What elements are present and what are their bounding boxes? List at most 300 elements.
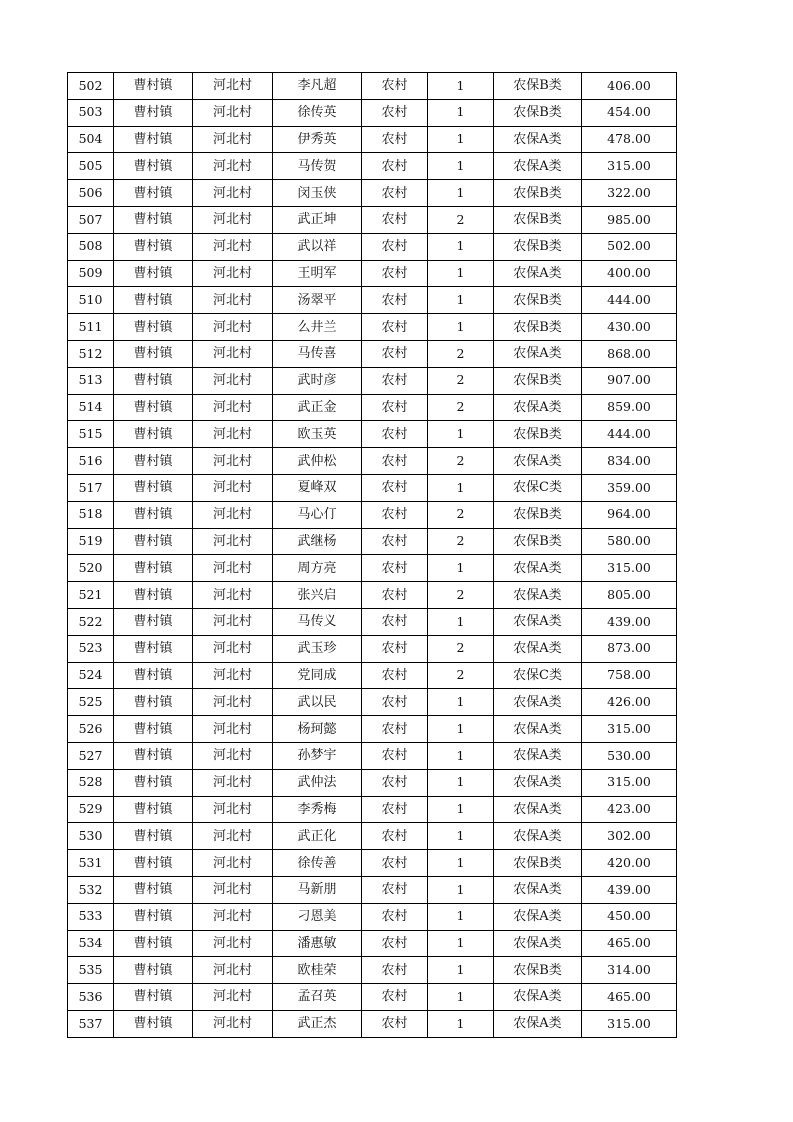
cell-person-count: 1: [428, 99, 494, 126]
cell-category: 农保B类: [494, 73, 582, 100]
cell-village: 河北村: [193, 501, 273, 528]
cell-category: 农保A类: [494, 930, 582, 957]
cell-name: 马传义: [273, 608, 362, 635]
cell-town: 曹村镇: [114, 233, 193, 260]
cell-index: 503: [68, 99, 114, 126]
cell-person-count: 1: [428, 180, 494, 207]
cell-index: 531: [68, 850, 114, 877]
cell-amount: 465.00: [582, 984, 677, 1011]
cell-category: 农保C类: [494, 662, 582, 689]
cell-town: 曹村镇: [114, 635, 193, 662]
cell-name: 孟召英: [273, 984, 362, 1011]
cell-category: 农保A类: [494, 689, 582, 716]
cell-name: 张兴启: [273, 582, 362, 609]
cell-name: 闵玉侠: [273, 180, 362, 207]
cell-household-type: 农村: [362, 930, 428, 957]
cell-amount: 430.00: [582, 314, 677, 341]
cell-household-type: 农村: [362, 367, 428, 394]
cell-village: 河北村: [193, 555, 273, 582]
cell-village: 河北村: [193, 126, 273, 153]
table-row: [68, 555, 677, 582]
cell-village: 河北村: [193, 99, 273, 126]
cell-index: 533: [68, 903, 114, 930]
table-row: [68, 448, 677, 475]
cell-household-type: 农村: [362, 206, 428, 233]
cell-category: 农保A类: [494, 394, 582, 421]
cell-name: 武仲法: [273, 769, 362, 796]
cell-name: 武正坤: [273, 206, 362, 233]
cell-category: 农保B类: [494, 421, 582, 448]
cell-town: 曹村镇: [114, 716, 193, 743]
cell-index: 518: [68, 501, 114, 528]
cell-index: 520: [68, 555, 114, 582]
cell-town: 曹村镇: [114, 73, 193, 100]
cell-name: 武继杨: [273, 528, 362, 555]
table-row: [68, 930, 677, 957]
table-row: [68, 287, 677, 314]
cell-village: 河北村: [193, 314, 273, 341]
cell-name: 武正金: [273, 394, 362, 421]
cell-town: 曹村镇: [114, 1010, 193, 1037]
cell-category: 农保B类: [494, 957, 582, 984]
cell-village: 河北村: [193, 689, 273, 716]
cell-town: 曹村镇: [114, 287, 193, 314]
cell-name: 马新朋: [273, 876, 362, 903]
cell-person-count: 1: [428, 903, 494, 930]
cell-category: 农保B类: [494, 99, 582, 126]
cell-village: 河北村: [193, 930, 273, 957]
cell-amount: 315.00: [582, 716, 677, 743]
cell-town: 曹村镇: [114, 153, 193, 180]
cell-category: 农保A类: [494, 742, 582, 769]
cell-town: 曹村镇: [114, 448, 193, 475]
cell-person-count: 1: [428, 850, 494, 877]
cell-person-count: 1: [428, 823, 494, 850]
cell-person-count: 1: [428, 716, 494, 743]
table-row: [68, 126, 677, 153]
roster-table-body: [68, 73, 677, 1038]
cell-category: 农保A类: [494, 1010, 582, 1037]
cell-village: 河北村: [193, 582, 273, 609]
cell-category: 农保A类: [494, 340, 582, 367]
cell-amount: 406.00: [582, 73, 677, 100]
table-row: [68, 903, 677, 930]
cell-village: 河北村: [193, 73, 273, 100]
cell-index: 523: [68, 635, 114, 662]
table-row: [68, 769, 677, 796]
cell-name: 徐传善: [273, 850, 362, 877]
cell-village: 河北村: [193, 448, 273, 475]
table-row: [68, 367, 677, 394]
cell-village: 河北村: [193, 903, 273, 930]
cell-village: 河北村: [193, 635, 273, 662]
cell-category: 农保B类: [494, 501, 582, 528]
cell-household-type: 农村: [362, 528, 428, 555]
cell-name: 杨珂懿: [273, 716, 362, 743]
cell-amount: 964.00: [582, 501, 677, 528]
table-row: [68, 608, 677, 635]
cell-household-type: 农村: [362, 233, 428, 260]
cell-household-type: 农村: [362, 421, 428, 448]
cell-amount: 423.00: [582, 796, 677, 823]
cell-index: 534: [68, 930, 114, 957]
cell-person-count: 1: [428, 930, 494, 957]
cell-amount: 420.00: [582, 850, 677, 877]
cell-person-count: 1: [428, 474, 494, 501]
cell-name: 武时彦: [273, 367, 362, 394]
cell-category: 农保A类: [494, 716, 582, 743]
cell-name: 汤翠平: [273, 287, 362, 314]
cell-town: 曹村镇: [114, 260, 193, 287]
roster-table: [67, 72, 677, 1038]
cell-category: 农保A类: [494, 153, 582, 180]
cell-name: 么井兰: [273, 314, 362, 341]
cell-amount: 315.00: [582, 153, 677, 180]
table-row: [68, 314, 677, 341]
cell-category: 农保A类: [494, 903, 582, 930]
cell-category: 农保A类: [494, 448, 582, 475]
table-row: [68, 73, 677, 100]
cell-household-type: 农村: [362, 287, 428, 314]
cell-person-count: 2: [428, 206, 494, 233]
cell-household-type: 农村: [362, 501, 428, 528]
cell-amount: 314.00: [582, 957, 677, 984]
cell-village: 河北村: [193, 421, 273, 448]
cell-category: 农保A类: [494, 555, 582, 582]
cell-amount: 859.00: [582, 394, 677, 421]
cell-amount: 868.00: [582, 340, 677, 367]
cell-category: 农保B类: [494, 367, 582, 394]
cell-town: 曹村镇: [114, 984, 193, 1011]
cell-person-count: 1: [428, 555, 494, 582]
cell-village: 河北村: [193, 367, 273, 394]
table-row: [68, 340, 677, 367]
cell-person-count: 2: [428, 394, 494, 421]
cell-name: 徐传英: [273, 99, 362, 126]
cell-village: 河北村: [193, 876, 273, 903]
cell-amount: 444.00: [582, 421, 677, 448]
cell-village: 河北村: [193, 474, 273, 501]
cell-amount: 530.00: [582, 742, 677, 769]
table-row: [68, 876, 677, 903]
cell-person-count: 2: [428, 528, 494, 555]
cell-village: 河北村: [193, 153, 273, 180]
table-row: [68, 635, 677, 662]
table-row: [68, 582, 677, 609]
cell-index: 517: [68, 474, 114, 501]
table-row: [68, 421, 677, 448]
cell-category: 农保B类: [494, 850, 582, 877]
cell-category: 农保C类: [494, 474, 582, 501]
cell-index: 504: [68, 126, 114, 153]
cell-village: 河北村: [193, 206, 273, 233]
cell-household-type: 农村: [362, 1010, 428, 1037]
cell-person-count: 1: [428, 742, 494, 769]
cell-name: 武以祥: [273, 233, 362, 260]
cell-category: 农保A类: [494, 260, 582, 287]
table-row: [68, 689, 677, 716]
cell-town: 曹村镇: [114, 206, 193, 233]
cell-amount: 426.00: [582, 689, 677, 716]
cell-amount: 315.00: [582, 555, 677, 582]
cell-household-type: 农村: [362, 126, 428, 153]
cell-index: 502: [68, 73, 114, 100]
cell-name: 武正化: [273, 823, 362, 850]
cell-town: 曹村镇: [114, 903, 193, 930]
cell-amount: 465.00: [582, 930, 677, 957]
cell-person-count: 1: [428, 233, 494, 260]
cell-amount: 444.00: [582, 287, 677, 314]
cell-household-type: 农村: [362, 769, 428, 796]
cell-town: 曹村镇: [114, 340, 193, 367]
table-row: [68, 501, 677, 528]
cell-name: 刁恩美: [273, 903, 362, 930]
cell-name: 武以民: [273, 689, 362, 716]
cell-village: 河北村: [193, 742, 273, 769]
cell-village: 河北村: [193, 340, 273, 367]
cell-amount: 478.00: [582, 126, 677, 153]
cell-amount: 758.00: [582, 662, 677, 689]
cell-amount: 400.00: [582, 260, 677, 287]
cell-household-type: 农村: [362, 635, 428, 662]
cell-name: 马传贺: [273, 153, 362, 180]
cell-person-count: 2: [428, 448, 494, 475]
cell-index: 510: [68, 287, 114, 314]
cell-amount: 359.00: [582, 474, 677, 501]
cell-town: 曹村镇: [114, 126, 193, 153]
cell-name: 王明军: [273, 260, 362, 287]
cell-amount: 805.00: [582, 582, 677, 609]
cell-village: 河北村: [193, 260, 273, 287]
cell-village: 河北村: [193, 662, 273, 689]
table-row: [68, 153, 677, 180]
cell-category: 农保A类: [494, 635, 582, 662]
cell-name: 武玉珍: [273, 635, 362, 662]
cell-amount: 450.00: [582, 903, 677, 930]
cell-town: 曹村镇: [114, 394, 193, 421]
cell-index: 509: [68, 260, 114, 287]
cell-village: 河北村: [193, 823, 273, 850]
cell-household-type: 农村: [362, 689, 428, 716]
cell-town: 曹村镇: [114, 582, 193, 609]
cell-village: 河北村: [193, 608, 273, 635]
cell-person-count: 1: [428, 796, 494, 823]
cell-category: 农保A类: [494, 796, 582, 823]
cell-category: 农保A类: [494, 876, 582, 903]
cell-village: 河北村: [193, 984, 273, 1011]
cell-town: 曹村镇: [114, 796, 193, 823]
cell-amount: 439.00: [582, 608, 677, 635]
cell-household-type: 农村: [362, 180, 428, 207]
cell-household-type: 农村: [362, 823, 428, 850]
cell-category: 农保A类: [494, 823, 582, 850]
cell-village: 河北村: [193, 957, 273, 984]
cell-index: 515: [68, 421, 114, 448]
cell-category: 农保B类: [494, 287, 582, 314]
cell-amount: 302.00: [582, 823, 677, 850]
cell-household-type: 农村: [362, 716, 428, 743]
cell-amount: 439.00: [582, 876, 677, 903]
cell-index: 521: [68, 582, 114, 609]
cell-village: 河北村: [193, 716, 273, 743]
cell-town: 曹村镇: [114, 608, 193, 635]
cell-town: 曹村镇: [114, 180, 193, 207]
table-row: [68, 742, 677, 769]
cell-person-count: 1: [428, 314, 494, 341]
cell-household-type: 农村: [362, 153, 428, 180]
cell-household-type: 农村: [362, 555, 428, 582]
cell-household-type: 农村: [362, 608, 428, 635]
cell-person-count: 1: [428, 1010, 494, 1037]
cell-town: 曹村镇: [114, 930, 193, 957]
cell-amount: 502.00: [582, 233, 677, 260]
cell-amount: 315.00: [582, 1010, 677, 1037]
cell-town: 曹村镇: [114, 769, 193, 796]
cell-index: 507: [68, 206, 114, 233]
cell-household-type: 农村: [362, 903, 428, 930]
cell-person-count: 1: [428, 876, 494, 903]
cell-village: 河北村: [193, 528, 273, 555]
cell-household-type: 农村: [362, 582, 428, 609]
cell-person-count: 1: [428, 421, 494, 448]
cell-name: 孙梦宇: [273, 742, 362, 769]
cell-town: 曹村镇: [114, 689, 193, 716]
cell-household-type: 农村: [362, 340, 428, 367]
cell-category: 农保B类: [494, 206, 582, 233]
table-row: [68, 394, 677, 421]
table-row: [68, 957, 677, 984]
cell-index: 522: [68, 608, 114, 635]
cell-household-type: 农村: [362, 984, 428, 1011]
cell-household-type: 农村: [362, 448, 428, 475]
cell-index: 514: [68, 394, 114, 421]
cell-town: 曹村镇: [114, 662, 193, 689]
cell-name: 马心仃: [273, 501, 362, 528]
table-row: [68, 662, 677, 689]
cell-amount: 834.00: [582, 448, 677, 475]
cell-town: 曹村镇: [114, 555, 193, 582]
cell-category: 农保B类: [494, 180, 582, 207]
cell-town: 曹村镇: [114, 742, 193, 769]
table-row: [68, 206, 677, 233]
cell-town: 曹村镇: [114, 876, 193, 903]
cell-town: 曹村镇: [114, 823, 193, 850]
table-row: [68, 1010, 677, 1037]
cell-village: 河北村: [193, 287, 273, 314]
cell-index: 526: [68, 716, 114, 743]
cell-amount: 454.00: [582, 99, 677, 126]
cell-person-count: 1: [428, 153, 494, 180]
cell-index: 532: [68, 876, 114, 903]
table-row: [68, 984, 677, 1011]
cell-person-count: 1: [428, 957, 494, 984]
cell-name: 欧玉英: [273, 421, 362, 448]
cell-index: 516: [68, 448, 114, 475]
cell-town: 曹村镇: [114, 501, 193, 528]
cell-category: 农保B类: [494, 314, 582, 341]
cell-person-count: 2: [428, 635, 494, 662]
table-row: [68, 474, 677, 501]
cell-name: 党同成: [273, 662, 362, 689]
cell-index: 524: [68, 662, 114, 689]
cell-household-type: 农村: [362, 742, 428, 769]
cell-person-count: 2: [428, 340, 494, 367]
cell-village: 河北村: [193, 180, 273, 207]
cell-household-type: 农村: [362, 662, 428, 689]
cell-town: 曹村镇: [114, 957, 193, 984]
cell-town: 曹村镇: [114, 528, 193, 555]
cell-amount: 907.00: [582, 367, 677, 394]
cell-index: 505: [68, 153, 114, 180]
cell-village: 河北村: [193, 796, 273, 823]
table-row: [68, 823, 677, 850]
cell-category: 农保A类: [494, 769, 582, 796]
cell-amount: 873.00: [582, 635, 677, 662]
cell-household-type: 农村: [362, 850, 428, 877]
cell-name: 周方亮: [273, 555, 362, 582]
cell-index: 530: [68, 823, 114, 850]
cell-person-count: 1: [428, 287, 494, 314]
cell-name: 伊秀英: [273, 126, 362, 153]
table-row: [68, 796, 677, 823]
table-row: [68, 233, 677, 260]
cell-town: 曹村镇: [114, 474, 193, 501]
cell-index: 529: [68, 796, 114, 823]
cell-household-type: 农村: [362, 99, 428, 126]
cell-town: 曹村镇: [114, 850, 193, 877]
cell-name: 武正杰: [273, 1010, 362, 1037]
cell-amount: 322.00: [582, 180, 677, 207]
cell-name: 欧桂荣: [273, 957, 362, 984]
cell-household-type: 农村: [362, 876, 428, 903]
cell-town: 曹村镇: [114, 314, 193, 341]
cell-name: 武仲松: [273, 448, 362, 475]
table-row: [68, 99, 677, 126]
cell-category: 农保A类: [494, 608, 582, 635]
cell-household-type: 农村: [362, 73, 428, 100]
cell-index: 512: [68, 340, 114, 367]
cell-person-count: 2: [428, 662, 494, 689]
cell-index: 527: [68, 742, 114, 769]
cell-category: 农保B类: [494, 528, 582, 555]
cell-household-type: 农村: [362, 796, 428, 823]
cell-person-count: 1: [428, 126, 494, 153]
cell-index: 537: [68, 1010, 114, 1037]
cell-amount: 985.00: [582, 206, 677, 233]
cell-name: 夏峰双: [273, 474, 362, 501]
cell-person-count: 1: [428, 689, 494, 716]
cell-amount: 315.00: [582, 769, 677, 796]
cell-person-count: 1: [428, 260, 494, 287]
cell-person-count: 2: [428, 582, 494, 609]
cell-index: 506: [68, 180, 114, 207]
roster-sheet: [67, 72, 677, 1038]
cell-village: 河北村: [193, 233, 273, 260]
cell-person-count: 2: [428, 367, 494, 394]
table-row: [68, 850, 677, 877]
cell-name: 马传喜: [273, 340, 362, 367]
cell-category: 农保A类: [494, 984, 582, 1011]
cell-index: 536: [68, 984, 114, 1011]
cell-household-type: 农村: [362, 314, 428, 341]
cell-village: 河北村: [193, 394, 273, 421]
cell-index: 513: [68, 367, 114, 394]
cell-household-type: 农村: [362, 260, 428, 287]
cell-village: 河北村: [193, 1010, 273, 1037]
cell-town: 曹村镇: [114, 421, 193, 448]
table-row: [68, 528, 677, 555]
cell-category: 农保A类: [494, 126, 582, 153]
